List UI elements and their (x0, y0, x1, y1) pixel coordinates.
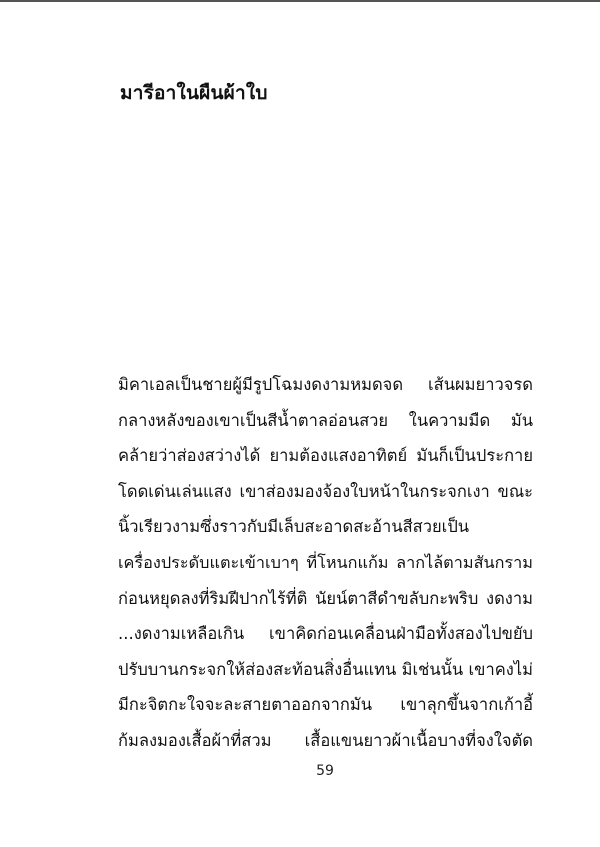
text-line: มีกะจิตกะใจจะละสายตาออกจากมัน เขาลุกขึ้นจากเก้าอี้ (118, 695, 533, 715)
text-line: ...งดงามเหลือเกิน เขาคิดก่อนเคลื่อนฝ่ามือทั้งสองไปขยับ (118, 624, 533, 644)
text-line: มิคาเอลเป็นชายผู้มีรูปโฉมงดงามหมดจด เส้นผมยาวจรด (118, 375, 533, 394)
text-line: เครื่องประดับแตะเข้าเบาๆ ที่โหนกแก้ม ลากไล้ตามสันกราม (118, 552, 533, 572)
chapter-title: มารีอาในผืนผ้าใบ (120, 82, 268, 104)
text-line: ก้มลงมองเสื้อผ้าที่สวม เสื้อแขนยาวผ้าเนื้อบางที่จงใจตัด (118, 730, 533, 750)
top-rule (0, 0, 600, 2)
text-line: ปรับบานกระจกให้ส่องสะท้อนสิ่งอื่นแทน มิเช่นนั้น เขาคงไม่ (118, 659, 533, 679)
body-text (118, 367, 533, 759)
text-line: นิ้วเรียวงามซึ่งราวกับมีเล็บสะอาดสะอ้านสีสวยเป็น (118, 517, 470, 537)
text-line: กลางหลังของเขาเป็นสีน้ำตาลอ่อนสวย ในความมืด มัน (118, 410, 533, 430)
page-number: 59 (316, 763, 334, 779)
text-line: โดดเด่นเล่นแสง เขาส่องมองจ้องใบหน้าในกระจกเงา ขณะ (118, 481, 533, 501)
text-line: ก่อนหยุดลงที่ริมฝีปากไร้ที่ติ นัยน์ตาสีดำขลับกะพริบ งดงาม (118, 588, 533, 608)
text-line: คล้ายว่าส่องสว่างได้ ยามต้องแสงอาทิตย์ มันก็เป็นประกาย (118, 446, 533, 466)
